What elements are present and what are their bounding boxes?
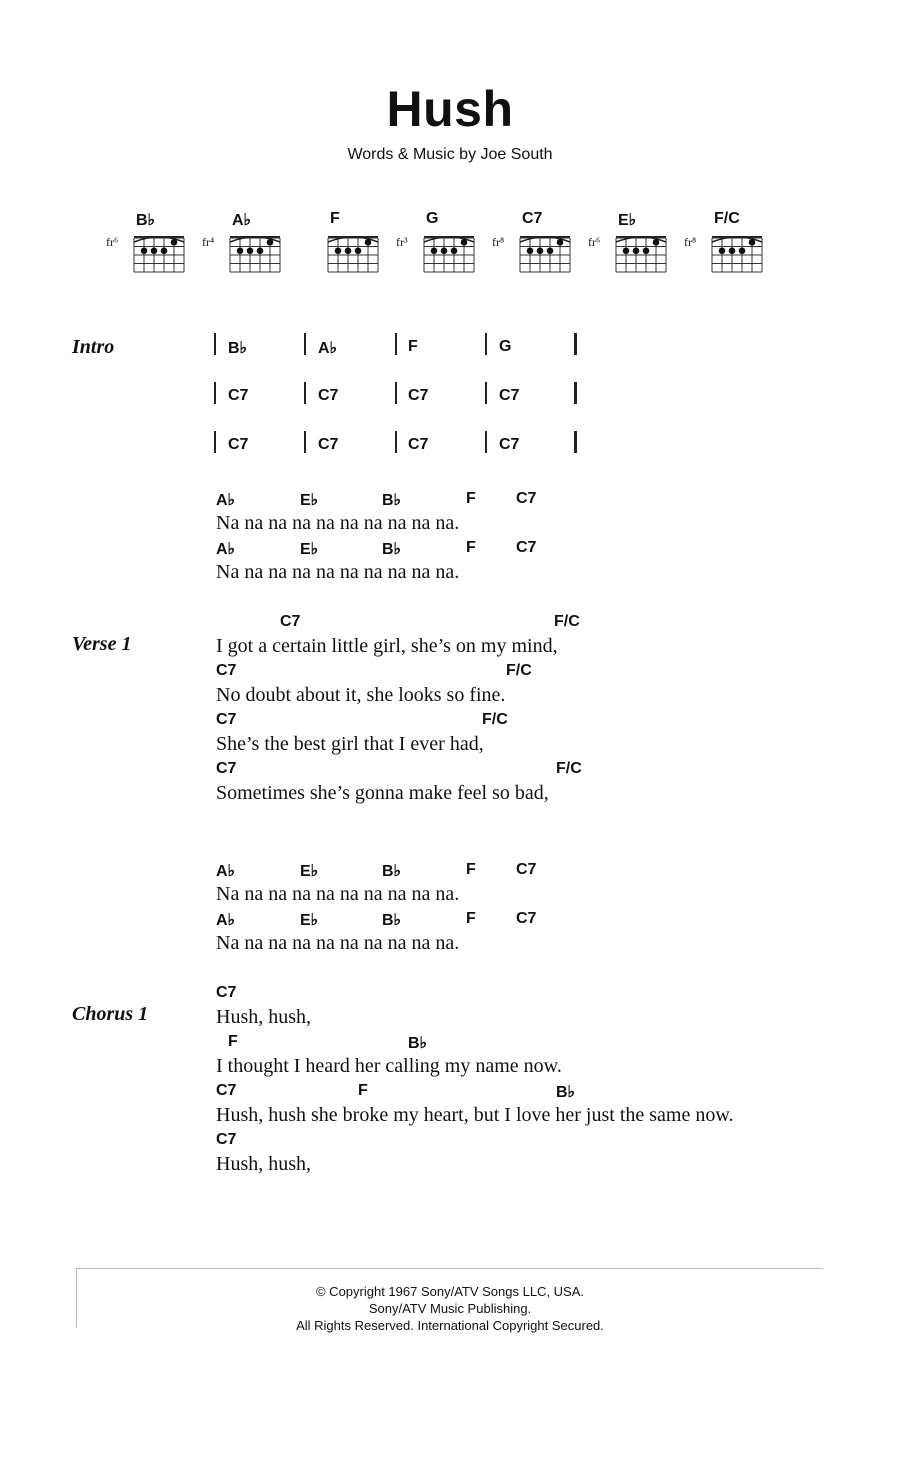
bar-line [485,431,487,453]
chord-label: C7 [216,711,237,728]
lyric-line: Hush, hush she broke my heart, but I love her just the same now. [216,1104,734,1126]
copyright-line-1: © Copyright 1967 Sony/ATV Songs LLC, USA. [315,1284,585,1299]
finger-dot [345,247,352,254]
bar-chord: A♭ [318,340,338,357]
finger-dot [365,239,372,246]
chord-name: B♭ [136,212,156,229]
chord-label: A♭ [216,912,236,929]
song-credits: Words & Music by Joe South [347,146,553,163]
fretboard-grid [422,232,480,278]
chord-name: E♭ [618,212,637,229]
lyric-line: Na na na na na na na na na na. [216,561,460,583]
chord-label: C7 [516,490,537,507]
fret-label: fr⁸ [684,235,697,249]
copyright-line-3: All Rights Reserved. International Copyright Secured. [296,1318,604,1333]
bar-line [574,333,577,355]
song-title: Hush [386,81,514,137]
chord-label: E♭ [300,863,319,880]
finger-dot [633,247,640,254]
chord-label: B♭ [382,492,402,509]
bar-line [304,431,306,453]
bar-line [304,333,306,355]
chord-label: E♭ [300,541,319,558]
chord-label: C7 [216,1082,237,1099]
bar-line [214,333,216,355]
chord-name: G [426,210,439,227]
bar-line [395,382,397,404]
chord-label: F [466,861,476,878]
chord-label: A♭ [216,492,236,509]
finger-dot [739,247,746,254]
chord-label: B♭ [382,541,402,558]
chord-line [216,910,537,932]
chord-label: C7 [516,861,537,878]
chord-diagram-fc [678,210,768,282]
copyright-text [77,1283,823,1334]
finger-dot [335,247,342,254]
chord-label: C7 [216,984,237,1001]
chord-label: A♭ [216,863,236,880]
finger-dot [643,247,650,254]
chord-label: C7 [216,662,237,679]
chord-line [216,1131,734,1153]
finger-dot [151,247,158,254]
lyric-line: She’s the best girl that I ever had, [216,733,484,755]
finger-dot [461,239,468,246]
chord-line [216,984,734,1006]
finger-dot [547,247,554,254]
finger-dot [719,247,726,254]
fret-label: fr⁴ [202,235,215,249]
finger-dot [141,247,148,254]
chord-label: F [466,539,476,556]
chord-label: F/C [506,662,532,679]
chord-label: C7 [280,613,301,630]
finger-dot [237,247,244,254]
chord-label: C7 [216,1131,237,1148]
chord-label: C7 [516,910,537,927]
copyright-box [76,1268,823,1333]
chord-label: B♭ [408,1035,428,1052]
nana-block-2 [216,861,537,959]
bar-chord: C7 [228,387,249,404]
finger-dot [257,247,264,254]
fretboard-grid [228,232,286,278]
fretboard-grid [132,232,190,278]
chord-line [216,539,537,561]
chord-line [216,662,558,684]
bar-line [574,431,577,453]
chord-label: B♭ [382,912,402,929]
bar-chord: B♭ [228,340,248,357]
chord-line [216,760,582,782]
chord-label: B♭ [556,1084,576,1101]
finger-dot [527,247,534,254]
chord-label: F [228,1033,238,1050]
chord-name: F [330,210,340,227]
chord-label: C7 [216,760,237,777]
lyric-line: Na na na na na na na na na na. [216,512,460,534]
section-label-chorus-1: Chorus 1 [72,1003,149,1025]
fret-label: fr⁸ [492,235,505,249]
verse-1-block [216,613,582,809]
bar-chord: G [499,338,512,355]
fretboard-grid [710,232,768,278]
finger-dot [653,239,660,246]
lyric-line: I got a certain little girl, she’s on my mind, [216,635,558,657]
finger-dot [537,247,544,254]
copyright-line-2: Sony/ATV Music Publishing. [368,1301,532,1316]
bar-chord: C7 [499,387,520,404]
bar-chord: C7 [228,436,249,453]
bar-line [395,431,397,453]
chord-label: B♭ [382,863,402,880]
chord-label: E♭ [300,912,319,929]
bar-line [304,382,306,404]
chorus-1-block [216,984,734,1180]
chord-line [216,613,580,635]
chord-name: A♭ [232,212,252,229]
bar-line [214,382,216,404]
chord-diagram-f [294,210,384,282]
finger-dot [451,247,458,254]
bar-line [214,431,216,453]
finger-dot [431,247,438,254]
chord-line [216,1082,734,1104]
finger-dot [749,239,756,246]
lyric-line: Sometimes she’s gonna make feel so bad, [216,782,549,804]
fretboard-grid [518,232,576,278]
finger-dot [161,247,168,254]
chord-label: F/C [482,711,508,728]
bar-chord: C7 [318,436,339,453]
fretboard-grid [326,232,384,278]
lyric-line: I thought I heard her calling my name now. [216,1055,562,1077]
bar-chord: F [408,338,418,355]
finger-dot [247,247,254,254]
lyric-line: Na na na na na na na na na na. [216,883,460,905]
bar-chord: C7 [408,387,429,404]
chord-diagram-bflat [100,210,190,282]
chord-diagram-c7 [486,210,576,282]
chord-label: F/C [556,760,582,777]
chord-line [216,490,537,512]
fret-label: fr³ [396,235,408,249]
finger-dot [267,239,274,246]
chord-name: F/C [714,210,740,227]
chord-label: A♭ [216,541,236,558]
lyric-line: No doubt about it, she looks so fine. [216,684,506,706]
chord-diagram-row [100,210,790,290]
section-label-intro: Intro [72,336,115,358]
bar-line [574,382,577,404]
finger-dot [171,239,178,246]
bar-line [485,382,487,404]
finger-dot [729,247,736,254]
bar-line [485,333,487,355]
finger-dot [355,247,362,254]
chord-label: F [466,490,476,507]
bar-chord: C7 [318,387,339,404]
chord-label: E♭ [300,492,319,509]
chord-label: F [358,1082,368,1099]
lyric-line: Na na na na na na na na na na. [216,932,460,954]
finger-dot [441,247,448,254]
finger-dot [557,239,564,246]
chord-label: C7 [516,539,537,556]
chord-label: F/C [554,613,580,630]
chord-line [216,861,537,883]
lyric-line: Hush, hush, [216,1006,312,1028]
chord-line [216,711,558,733]
bar-chord: C7 [408,436,429,453]
chord-label: F [466,910,476,927]
chord-diagram-g [390,210,480,282]
finger-dot [623,247,630,254]
section-label-verse-1: Verse 1 [72,633,132,655]
fret-label: fr⁶ [588,235,601,249]
chord-diagram-aflat [196,210,286,282]
bar-chord: C7 [499,436,520,453]
chord-line [216,1033,734,1055]
fret-label: fr⁶ [106,235,119,249]
lyric-line: Hush, hush, [216,1153,312,1175]
bar-line [395,333,397,355]
chord-name: C7 [522,210,543,227]
chord-diagram-eflat [582,210,672,282]
fretboard-grid [614,232,672,278]
nana-block-1 [216,490,537,588]
